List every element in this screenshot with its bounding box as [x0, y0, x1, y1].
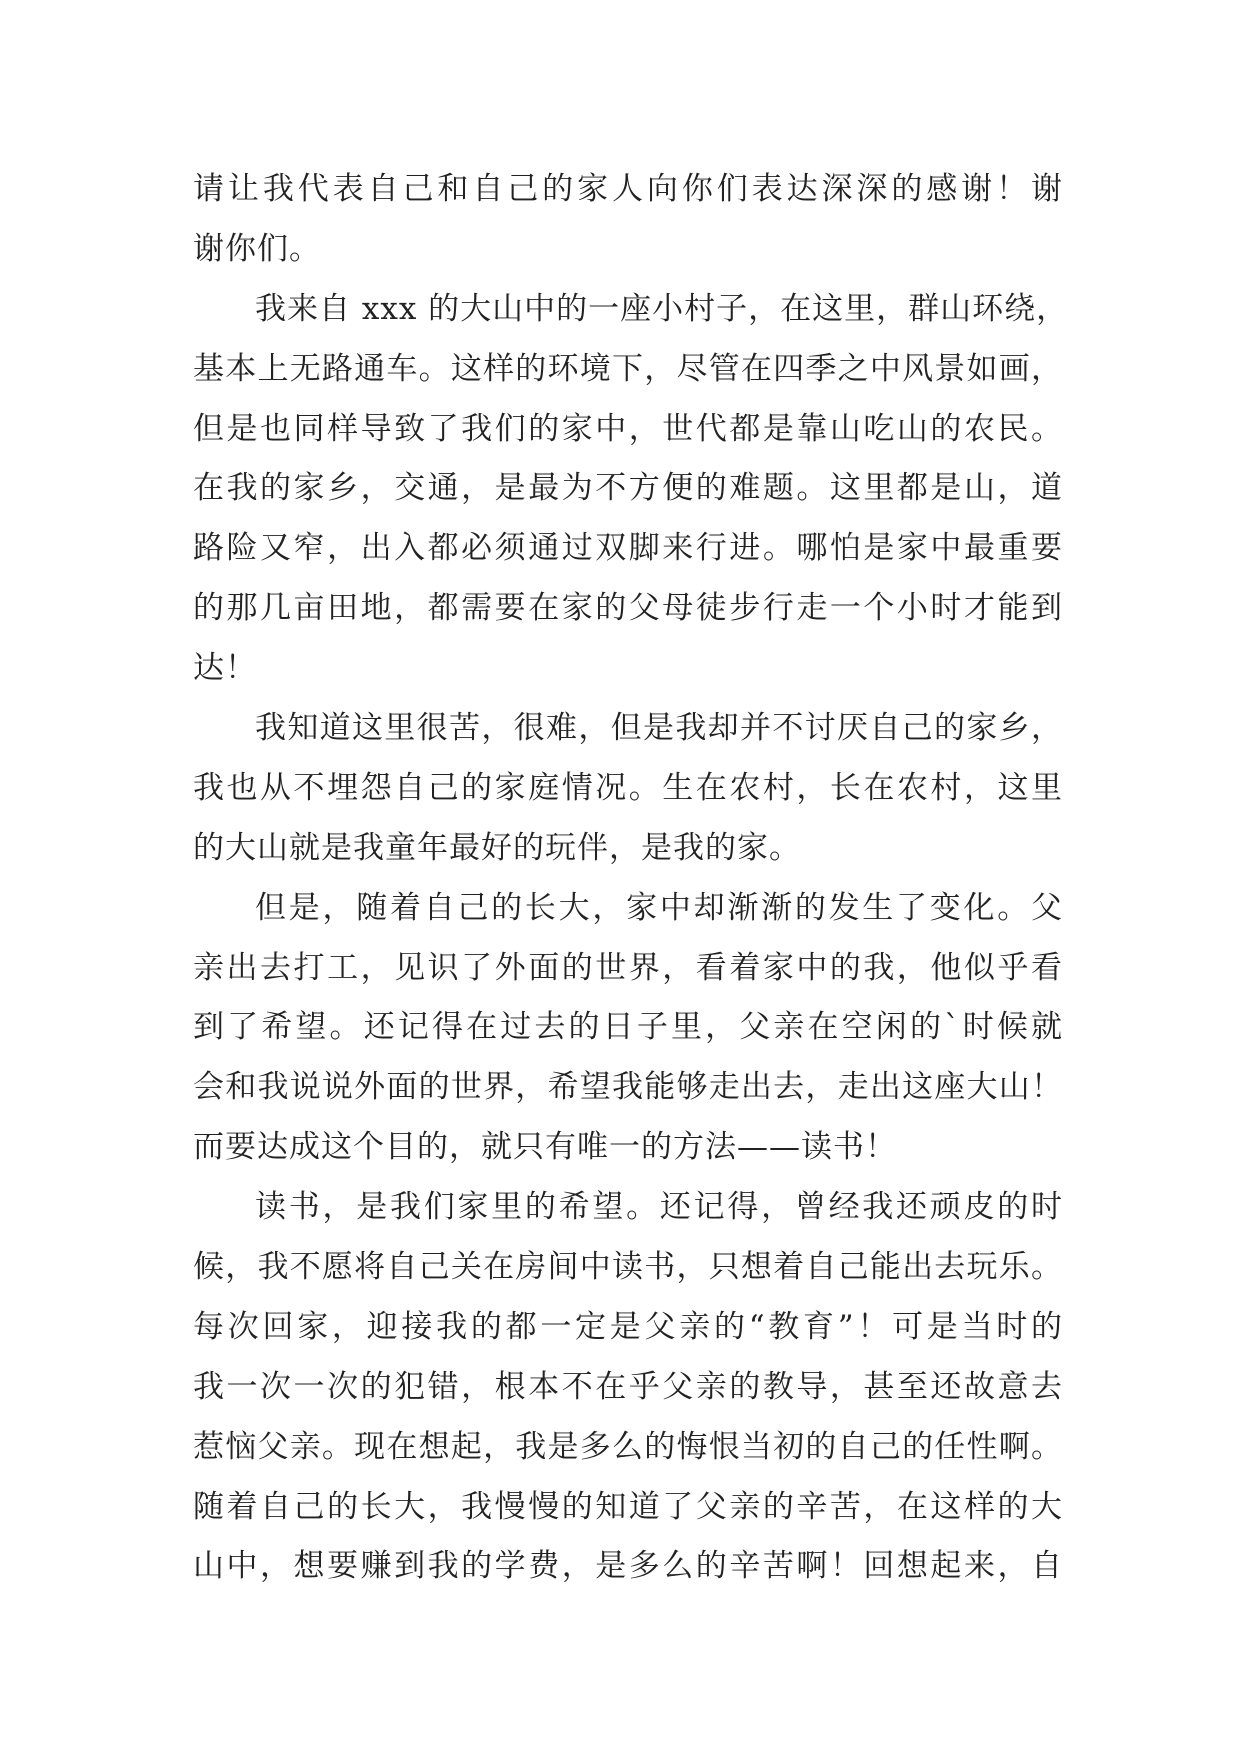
text-line: 山中，想要赚到我的学费，是多么的辛苦啊！回想起来，自	[193, 1548, 1063, 1585]
paragraph-first-line: 读书，是我们家里的希望。还记得，曾经我还顽皮的时	[255, 1189, 1063, 1226]
text-line: 每次回家，迎接我的都一定是父亲的“教育”！可是当时的	[193, 1308, 1063, 1345]
text-line: 而要达成这个目的，就只有唯一的方法——读书！	[193, 1129, 897, 1166]
text-line: 随着自己的长大，我慢慢的知道了父亲的辛苦，在这样的大	[193, 1488, 1063, 1525]
text-line: 的那几亩田地，都需要在家的父母徒步行走一个小时才能到	[193, 590, 1063, 627]
document-body	[193, 160, 1069, 1597]
text-line: 但是也同样导致了我们的家中，世代都是靠山吃山的农民。	[193, 410, 1063, 447]
paragraph-first-line: 我知道这里很苦，很难，但是我却并不讨厌自己的家乡，	[255, 710, 1063, 747]
text-line: 亲出去打工，见识了外面的世界，看着家中的我，他似乎看	[193, 949, 1063, 986]
paragraph-first-line: 我来自 xxx 的大山中的一座小村子，在这里，群山环绕，	[255, 290, 1069, 327]
text-line: 的大山就是我童年最好的玩伴，是我的家。	[193, 829, 801, 866]
text-line: 谢你们。	[193, 230, 321, 267]
text-line: 会和我说说外面的世界，希望我能够走出去，走出这座大山！	[193, 1069, 1063, 1106]
text-line: 惹恼父亲。现在想起，我是多么的悔恨当初的自己的任性啊。	[193, 1428, 1063, 1465]
text-line: 在我的家乡，交通，是最为不方便的难题。这里都是山，道	[193, 470, 1063, 507]
text-line: 基本上无路通车。这样的环境下，尽管在四季之中风景如画，	[193, 350, 1063, 387]
text-line: 我也从不埋怨自己的家庭情况。生在农村，长在农村，这里	[193, 769, 1063, 806]
text-line: 候，我不愿将自己关在房间中读书，只想着自己能出去玩乐。	[193, 1249, 1063, 1286]
paragraph-first-line: 但是，随着自己的长大，家中却渐渐的发生了变化。父	[255, 889, 1063, 926]
text-line: 路险又窄，出入都必须通过双脚来行进。哪怕是家中最重要	[193, 530, 1063, 567]
text-line: 到了希望。还记得在过去的日子里，父亲在空闲的`时候就	[193, 1009, 1063, 1046]
text-line: 请让我代表自己和自己的家人向你们表达深深的感谢！谢	[193, 171, 1063, 207]
text-line: 达！	[193, 650, 257, 687]
text-line: 我一次一次的犯错，根本不在乎父亲的教导，甚至还故意去	[193, 1368, 1063, 1405]
